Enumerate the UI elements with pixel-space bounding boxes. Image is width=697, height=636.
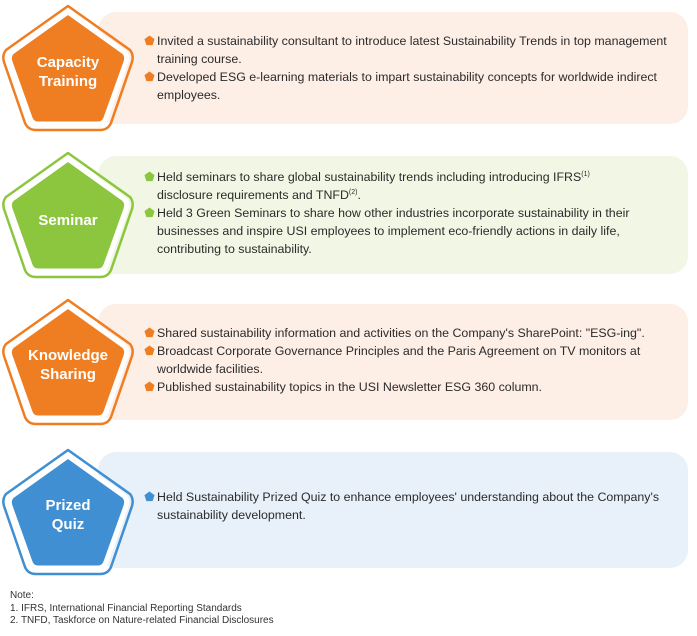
knowledge-sharing-badge <box>0 296 136 428</box>
bullet-list <box>144 488 684 524</box>
capacity-training-card <box>0 8 697 128</box>
capacity-training-badge <box>0 2 136 134</box>
badge-title <box>12 496 124 534</box>
bullet-text: Published sustainability topics in the USI Newsletter ESG 360 column. <box>157 380 542 394</box>
bullet-text: Shared sustainability information and activities on the Company's SharePoint: "ESG-ing". <box>157 326 645 340</box>
list-item <box>144 168 684 204</box>
footnotes <box>10 590 274 628</box>
note-2: 2. TNFD, Taskforce on Nature-related Financial Disclosures <box>10 615 274 626</box>
pentagon-bullet-icon <box>144 491 155 502</box>
badge-title-line2: Quiz <box>51 516 85 533</box>
bullet-list <box>144 324 684 396</box>
pentagon-bullet-icon <box>144 345 155 356</box>
seminar-card <box>0 152 697 276</box>
bullet-list <box>144 32 684 104</box>
footnote-ref-2: (2) <box>348 189 358 196</box>
badge-title <box>12 53 124 91</box>
badge-title-line1: Prized <box>45 497 91 514</box>
badge-title-line2: Training <box>38 73 98 90</box>
list-item <box>144 342 684 378</box>
bullet-text: Held Sustainability Prized Quiz to enhance employees' understanding about the Company's sustainability development. <box>157 490 660 522</box>
list-item <box>144 32 684 68</box>
bullet-list <box>144 168 684 258</box>
note-1: 1. IFRS, International Financial Reporting Standards <box>10 602 242 614</box>
bullet-text-end: . <box>357 188 361 202</box>
bullet-text-cont: disclosure requirements and TNFD <box>157 188 349 202</box>
badge-title <box>12 346 124 384</box>
list-item <box>144 68 684 104</box>
bullet-text: Developed ESG e-learning materials to impart sustainability concepts for worldwide indirect employees. <box>157 70 657 102</box>
notes-heading: Note: <box>10 590 34 601</box>
badge-title <box>12 211 124 230</box>
pentagon-bullet-icon <box>144 171 155 182</box>
bullet-text: Broadcast Corporate Governance Principles and the Paris Agreement on TV monitors at worldwide facilities. <box>157 344 641 376</box>
pentagon-bullet-icon <box>144 207 155 218</box>
badge-title-line1: Knowledge <box>27 347 108 364</box>
pentagon-bullet-icon <box>144 71 155 82</box>
badge-title-line1: Seminar <box>38 212 98 229</box>
badge-title-line2: Sharing <box>40 366 96 383</box>
prized-quiz-card <box>0 448 697 572</box>
list-item <box>144 378 684 396</box>
prized-quiz-badge <box>0 446 136 578</box>
list-item <box>144 324 684 342</box>
badge-title-line1: Capacity <box>36 54 100 71</box>
pentagon-bullet-icon <box>144 381 155 392</box>
pentagon-bullet-icon <box>144 35 155 46</box>
bullet-text: Invited a sustainability consultant to introduce latest Sustainability Trends in top management training course. <box>157 34 667 66</box>
list-item <box>144 204 684 258</box>
bullet-text: Held 3 Green Seminars to share how other industries incorporate sustainability in their businesses and inspire USI employees to implement eco-friendly actions in daily life, contributing to sustainability. <box>157 206 630 256</box>
list-item <box>144 488 684 524</box>
bullet-text: Held seminars to share global sustainability trends including introducing IFRS <box>157 170 582 184</box>
footnote-ref-1: (1) <box>581 171 590 178</box>
seminar-badge <box>0 149 136 281</box>
pentagon-bullet-icon <box>144 327 155 338</box>
knowledge-sharing-card <box>0 300 697 424</box>
